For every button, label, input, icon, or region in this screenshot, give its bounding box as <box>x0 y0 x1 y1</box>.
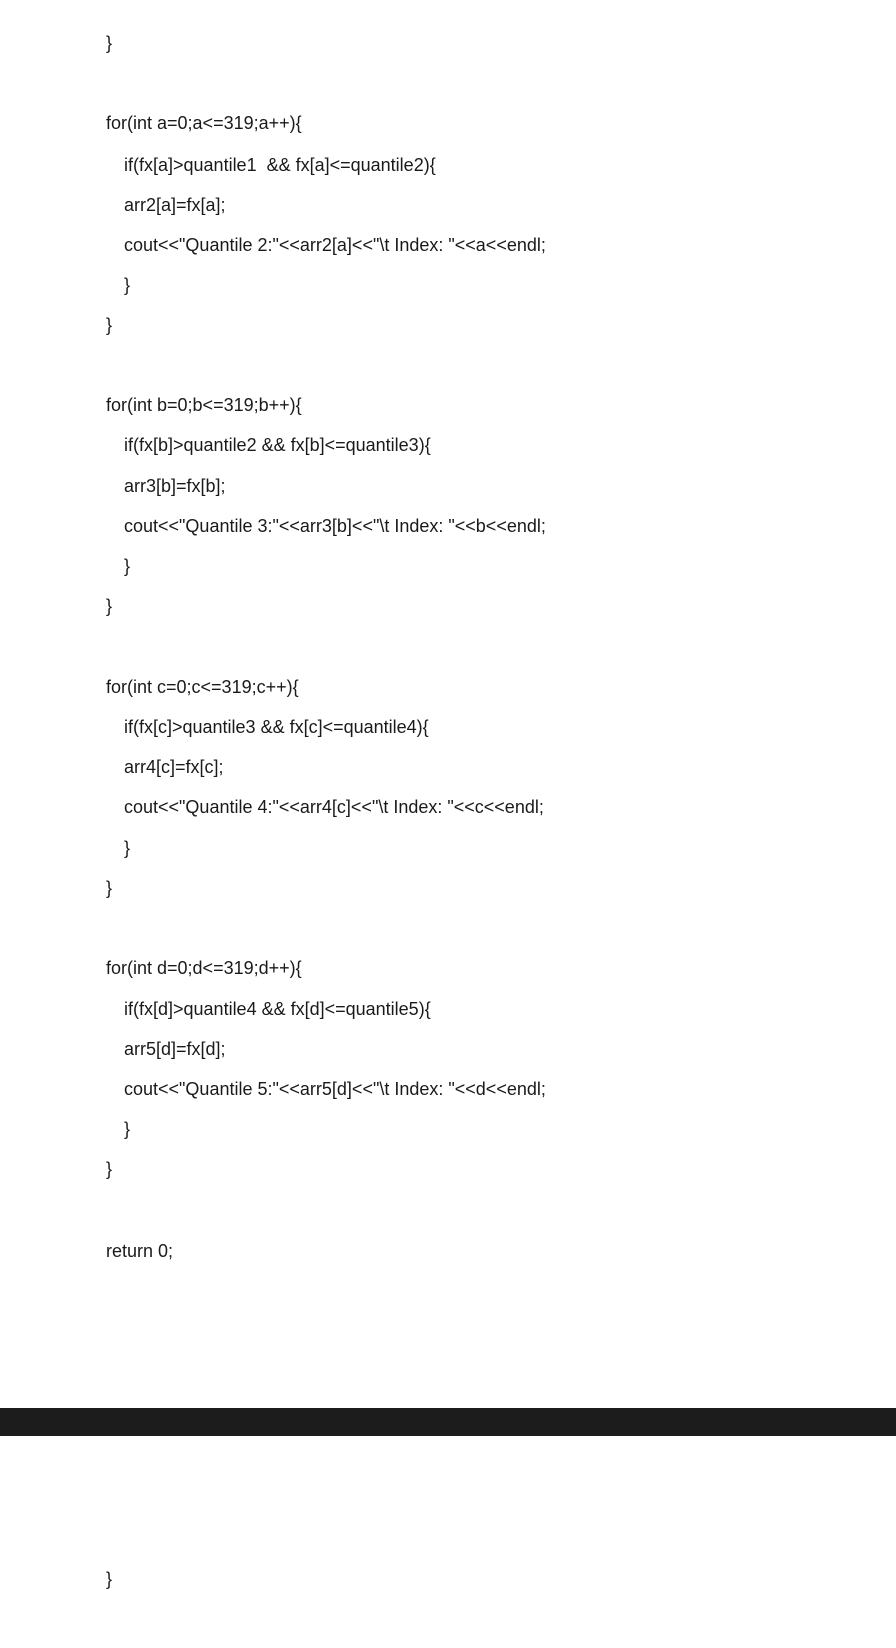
code-line: for(int a=0;a<=319;a++){ <box>106 113 302 133</box>
code-line: } <box>124 275 131 295</box>
code-line: for(int d=0;d<=319;d++){ <box>106 958 302 978</box>
code-line: cout<<"Quantile 5:"<<arr5[d]<<"\t Index: "<<d<<endl; <box>124 1079 546 1099</box>
code-line: if(fx[b]>quantile2 && fx[b]<=quantile3){ <box>124 435 431 455</box>
code-line: } <box>106 596 113 616</box>
code-line: for(int b=0;b<=319;b++){ <box>106 395 302 415</box>
code-line: } <box>124 838 131 858</box>
code-line: } <box>124 556 131 576</box>
code-line: return 0; <box>106 1241 174 1261</box>
code-line: if(fx[a]>quantile1 && fx[a]<=quantile2){ <box>124 155 436 175</box>
code-line: } <box>124 1119 131 1139</box>
code-line: for(int c=0;c<=319;c++){ <box>106 677 299 697</box>
code-line: arr3[b]=fx[b]; <box>124 476 226 496</box>
code-line: cout<<"Quantile 3:"<<arr3[b]<<"\t Index: "<<b<<endl; <box>124 516 546 536</box>
code-line: arr4[c]=fx[c]; <box>124 757 224 777</box>
code-line: } <box>106 315 113 335</box>
code-line: } <box>106 878 113 898</box>
code-line: } <box>106 33 113 53</box>
page-break-divider <box>0 1408 896 1436</box>
code-line: cout<<"Quantile 4:"<<arr4[c]<<"\t Index: "<<c<<endl; <box>124 797 544 817</box>
code-line: arr5[d]=fx[d]; <box>124 1039 226 1059</box>
code-line: arr2[a]=fx[a]; <box>124 195 226 215</box>
code-line: if(fx[c]>quantile3 && fx[c]<=quantile4){ <box>124 717 429 737</box>
code-line: } <box>106 1569 113 1589</box>
code-line: cout<<"Quantile 2:"<<arr2[a]<<"\t Index: "<<a<<endl; <box>124 235 546 255</box>
code-line: if(fx[d]>quantile4 && fx[d]<=quantile5){ <box>124 999 431 1019</box>
code-line: } <box>106 1159 113 1179</box>
